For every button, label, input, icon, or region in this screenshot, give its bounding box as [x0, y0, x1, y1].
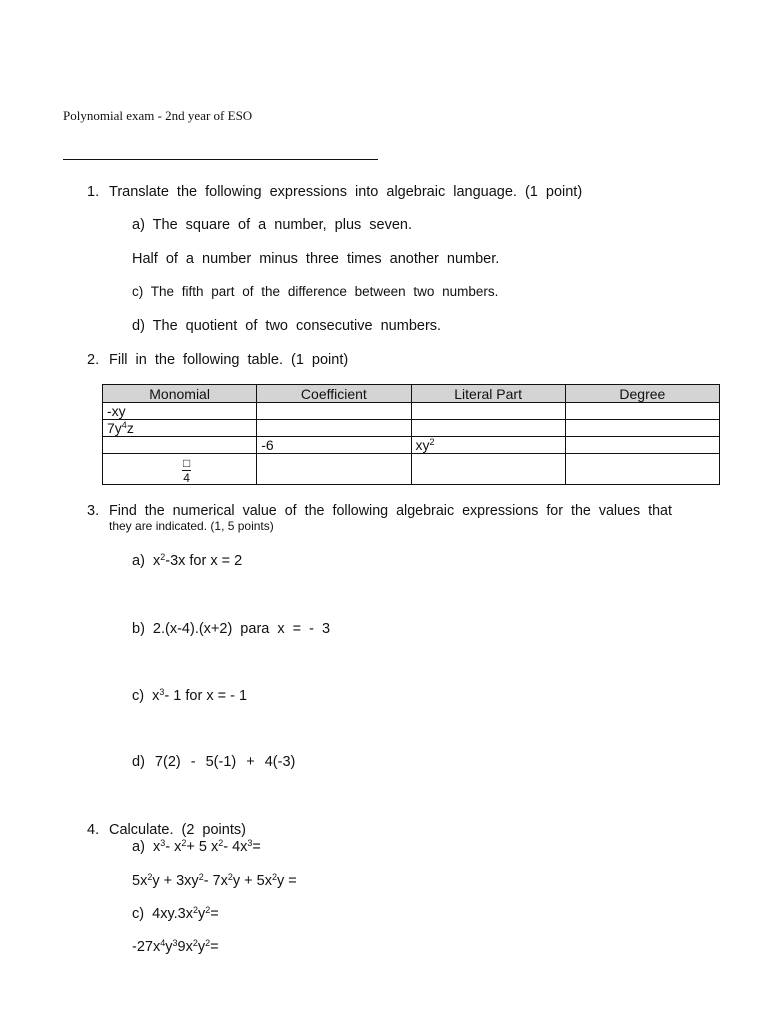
degree-cell [565, 454, 719, 485]
header-coefficient: Coefficient [257, 385, 411, 403]
expr: y [197, 939, 206, 955]
exponent: 2 [198, 872, 204, 882]
degree-cell [565, 403, 719, 420]
q3-item-b: b) 2.(x-4).(x+2) para x = - 3 [132, 621, 331, 637]
monomial-table [102, 384, 720, 485]
exponent: 2 [193, 905, 199, 915]
exponent: 2 [218, 838, 224, 848]
exponent: 2 [181, 838, 187, 848]
fraction-denominator: 4 [183, 471, 190, 485]
expr: y [198, 906, 206, 922]
expr: = [252, 839, 261, 855]
header-degree: Degree [565, 385, 719, 403]
fraction [182, 457, 191, 484]
q3-item-a [132, 553, 242, 569]
expr: 5x [132, 873, 148, 889]
monomial-cell [103, 454, 257, 485]
monomial-tail: z [126, 420, 134, 436]
item-label: c) [132, 906, 145, 922]
coefficient-cell [257, 454, 411, 485]
exponent: 2 [205, 905, 211, 915]
expr: y + 3xy [152, 873, 199, 889]
literal-part-cell [411, 403, 565, 420]
exponent: 3 [172, 938, 178, 948]
exponent: 3 [159, 687, 165, 697]
coefficient-cell: -6 [257, 437, 411, 454]
exponent: 4 [121, 420, 127, 430]
expr: y [165, 939, 173, 955]
q1-prompt: Translate the following expressions into algebraic language. (1 point) [109, 184, 583, 200]
expr: - 1 for x = - 1 [164, 688, 248, 704]
expr: x [152, 688, 160, 704]
table-row [103, 454, 720, 485]
exponent: 2 [192, 938, 198, 948]
exponent: 2 [429, 437, 435, 447]
q4-item-b [132, 873, 297, 889]
q3-number: 3. [87, 503, 100, 519]
degree-cell [565, 420, 719, 437]
expr: = [210, 906, 219, 922]
header-literal-part: Literal Part [411, 385, 565, 403]
item-label: a) [132, 553, 145, 569]
exponent: 3 [160, 838, 166, 848]
exponent: 2 [271, 872, 277, 882]
coefficient-cell [257, 420, 411, 437]
expr: 9x [177, 939, 193, 955]
q2-prompt: Fill in the following table. (1 point) [109, 352, 349, 368]
expr: y + 5x [232, 873, 272, 889]
expr: - 7x [203, 873, 228, 889]
q1-item-c: c) The fifth part of the difference between two numbers. [132, 284, 499, 299]
expr: - 4x [223, 839, 248, 855]
q4-number: 4. [87, 822, 100, 838]
q1-item-d: d) The quotient of two consecutive numbers. [132, 318, 442, 334]
expr: + 5 x [186, 839, 219, 855]
literal-part-cell [411, 454, 565, 485]
item-label: a) [132, 839, 145, 855]
exam-title: Polynomial exam - 2nd year of ESO [63, 108, 253, 123]
q1-number: 1. [87, 184, 100, 200]
expr: - x [165, 839, 182, 855]
header-monomial: Monomial [103, 385, 257, 403]
exponent: 2 [160, 552, 166, 562]
monomial-cell [103, 437, 257, 454]
q4-item-c [132, 906, 219, 922]
literal-base: xy [415, 437, 430, 453]
q4-item-d [132, 939, 219, 955]
literal-part-cell [411, 420, 565, 437]
q3-item-c [132, 688, 247, 704]
expr: = [210, 939, 219, 955]
exponent: 2 [227, 872, 233, 882]
q3-prompt: Find the numerical value of the following algebraic expressions for the values that [109, 503, 672, 519]
expr: 4xy.3x [152, 906, 193, 922]
name-line [63, 159, 378, 160]
q2-number: 2. [87, 352, 100, 368]
table-header-row [103, 385, 720, 403]
exponent: 2 [147, 872, 153, 882]
q4-item-a [132, 839, 261, 855]
q3-item-d: d) 7(2) - 5(-1) + 4(-3) [132, 754, 296, 770]
exponent: 4 [160, 938, 166, 948]
exponent: 3 [247, 838, 253, 848]
monomial-cell: -xy [103, 403, 257, 420]
table-row [103, 420, 720, 437]
monomial-base: 7y [107, 420, 122, 436]
fraction-numerator: □ [183, 456, 191, 470]
expr: -27x [132, 939, 161, 955]
degree-cell [565, 437, 719, 454]
expr: x [152, 553, 161, 569]
coefficient-cell [257, 403, 411, 420]
q3-prompt-cont: they are indicated. (1, 5 points) [109, 519, 274, 533]
expr: x [152, 839, 161, 855]
q1-item-a: a) The square of a number, plus seven. [132, 217, 413, 233]
monomial-cell [103, 420, 257, 437]
literal-part-cell [411, 437, 565, 454]
expr: -3x for x = 2 [165, 553, 243, 569]
table-row [103, 437, 720, 454]
q4-prompt: Calculate. (2 points) [109, 822, 246, 838]
item-label: c) [132, 688, 145, 704]
expr: y = [277, 873, 297, 889]
exponent: 2 [205, 938, 211, 948]
q1-item-b: Half of a number minus three times another number. [132, 251, 500, 267]
table-row [103, 403, 720, 420]
